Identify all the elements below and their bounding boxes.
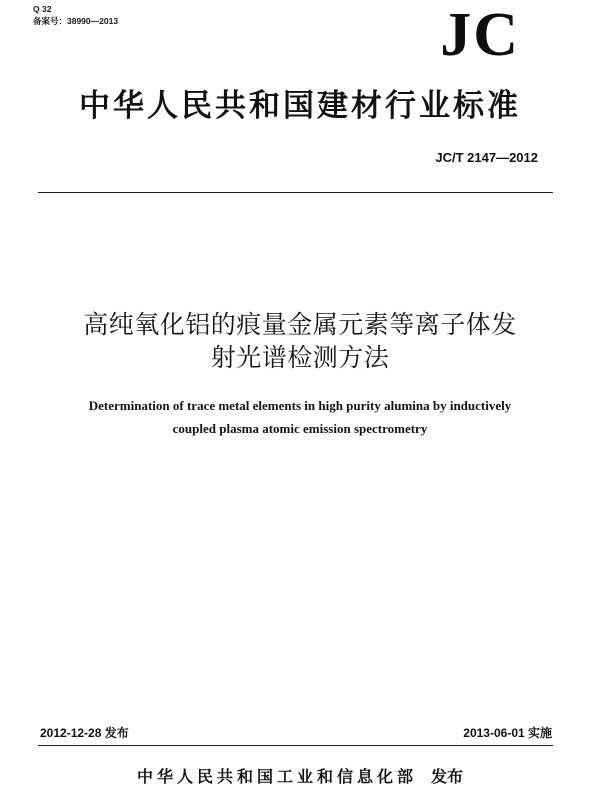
record-number: 备案号：38990—2013 bbox=[33, 16, 119, 26]
jc-logo: JC bbox=[440, 1, 520, 69]
standard-code: JC/T 2147—2012 bbox=[435, 150, 538, 165]
issuer-name: 中华人民共和国工业和信息化部 bbox=[136, 767, 417, 786]
document-title-cn-line2: 射光谱检测方法 bbox=[210, 343, 390, 372]
standard-category-title: 中华人民共和国建材行业标准 bbox=[79, 88, 521, 124]
issuer-action: 发布 bbox=[431, 767, 464, 786]
document-title-en-line2: coupled plasma atomic emission spectrometry bbox=[172, 421, 428, 436]
document-title-en-line1: Determination of trace metal elements in high purity alumina by inductively bbox=[88, 398, 512, 413]
release-date: 2012-12-28 发布 bbox=[40, 726, 129, 740]
issuer-line bbox=[0, 767, 600, 787]
document-title-cn-line1: 高纯氧化铝的痕量金属元素等离子体发 bbox=[83, 310, 517, 339]
classification-code: Q 32 bbox=[33, 4, 52, 14]
effective-date: 2013-06-01 实施 bbox=[463, 726, 552, 740]
bottom-divider bbox=[38, 745, 553, 746]
top-divider bbox=[38, 192, 553, 193]
